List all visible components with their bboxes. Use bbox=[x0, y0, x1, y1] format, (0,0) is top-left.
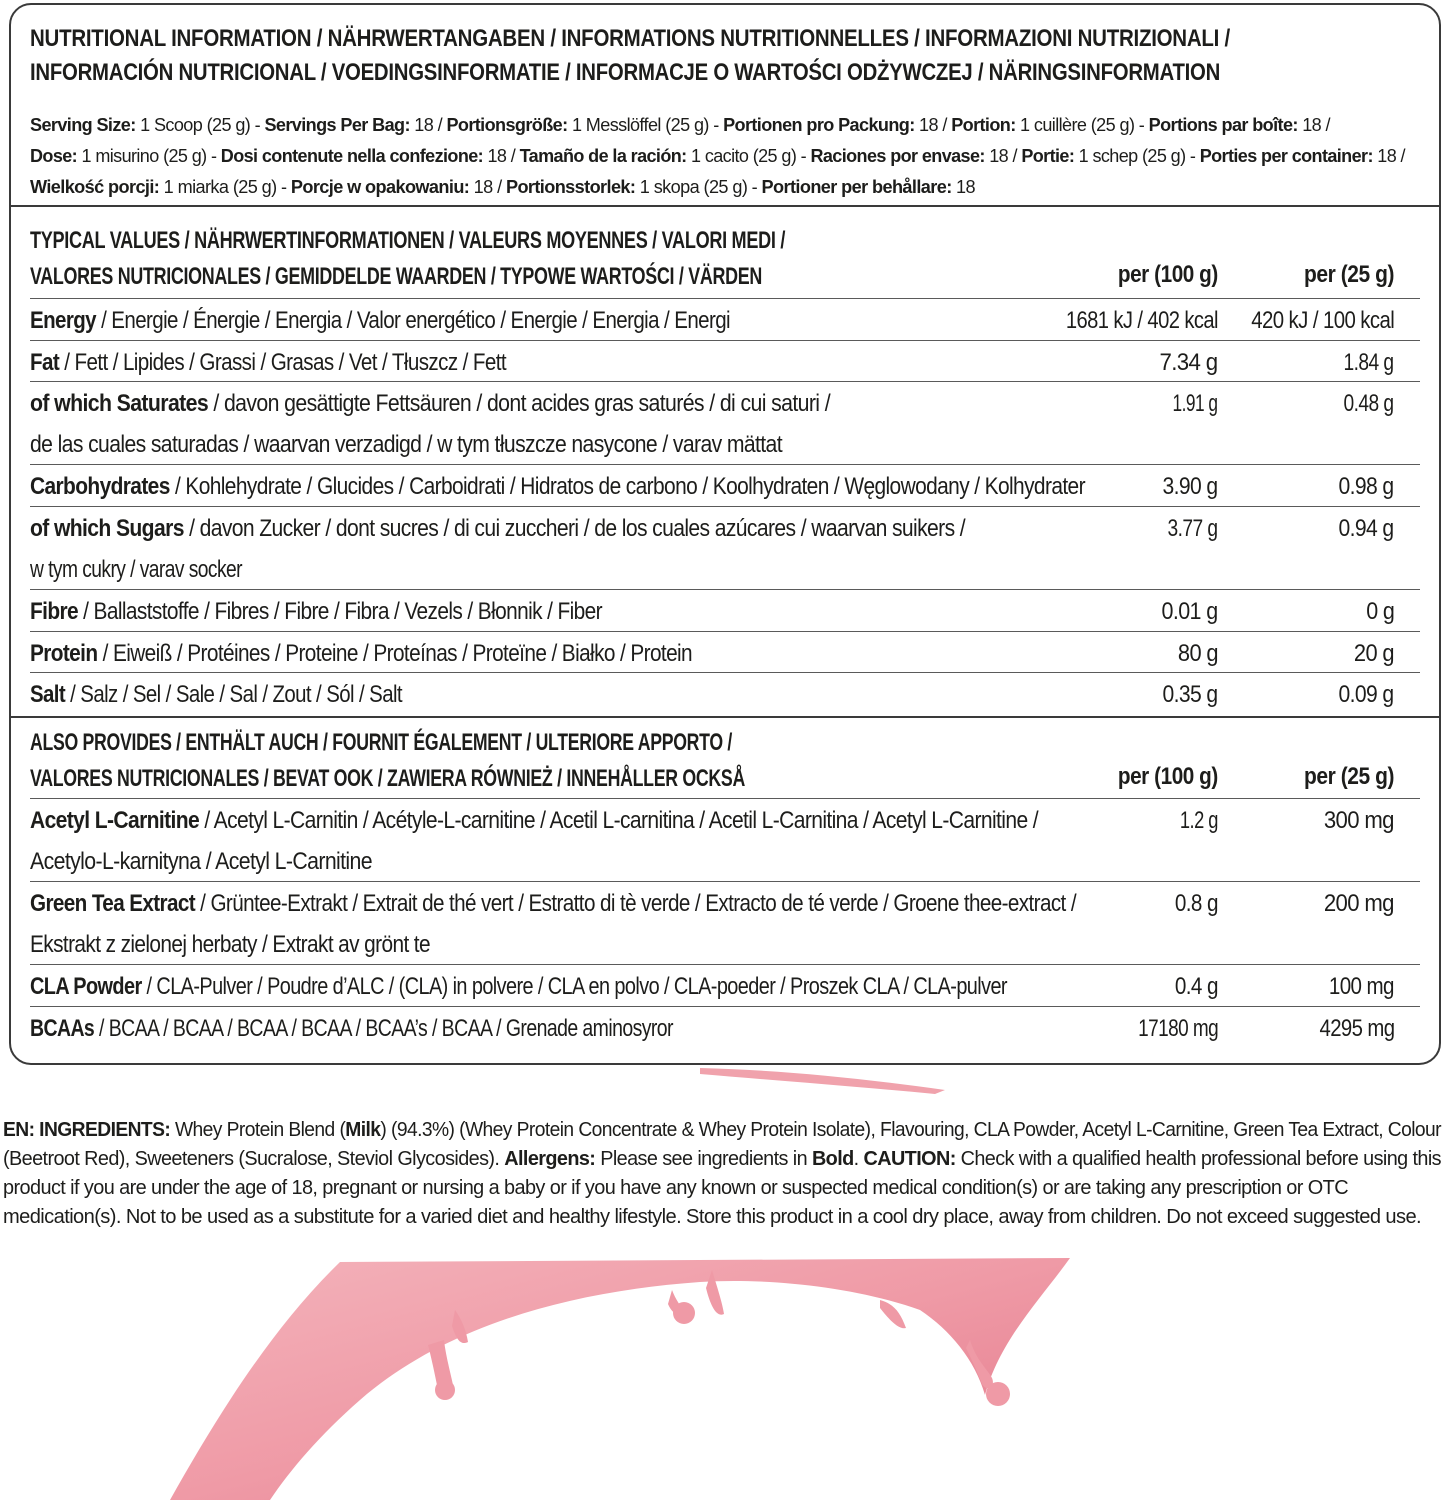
nutrient-name: of which Saturates bbox=[30, 390, 209, 418]
nutrient-translations-cont: w tym cukry / varav socker bbox=[30, 556, 243, 583]
nutrient-translations: / davon Zucker / dont sucres / di cui zuccheri / de los cuales azúcares / waarvan suikers / bbox=[183, 515, 966, 542]
typical-values-header bbox=[30, 223, 1420, 295]
row-divider bbox=[30, 464, 1420, 465]
ingredients-bold: Allergens: bbox=[504, 1148, 596, 1170]
serving-value: 1 Messlöffel (25 g) - bbox=[567, 115, 724, 135]
nutrient-name: CLA Powder bbox=[30, 973, 142, 1001]
nutrient-name: of which Sugars bbox=[30, 515, 184, 542]
value-per-100g: 7.34 g bbox=[1160, 348, 1218, 376]
ingredients-line-2 bbox=[3, 1145, 1441, 1174]
nutrient-row bbox=[30, 633, 1420, 674]
col-header-per-100g: per (100 g) bbox=[1117, 763, 1218, 790]
nutrient-name: Carbohydrates bbox=[30, 473, 170, 501]
value-per-100g: 1.91 g bbox=[1173, 390, 1218, 418]
ingredients-bold: EN: INGREDIENTS: bbox=[3, 1119, 171, 1141]
ingredients-bold: CAUTION: bbox=[863, 1148, 956, 1170]
serving-label: Dosi contenute nella confezione: bbox=[220, 146, 484, 166]
row-divider bbox=[30, 298, 1420, 299]
serving-label: Portionsgröße: bbox=[446, 115, 568, 135]
serving-value: 1 cuillère (25 g) - bbox=[1015, 115, 1149, 135]
serving-label: Porties per container: bbox=[1199, 146, 1373, 166]
also-header-line-1: ALSO PROVIDES / ENTHÄLT AUCH / FOURNIT ÉGALEMENT / ULTERIORE APPORTO / bbox=[30, 729, 733, 756]
serving-value: 18 / bbox=[914, 115, 952, 135]
nutrient-translations: / Grüntee-Extrakt / Extrait de thé vert / Estratto di tè verde / Extracto de té verde / Groene thee-extract / bbox=[195, 890, 1076, 918]
ingredients-line-1 bbox=[3, 1116, 1441, 1145]
value-per-25g: 0.48 g bbox=[1344, 390, 1394, 418]
serving-value: 1 Scoop (25 g) - bbox=[135, 115, 265, 135]
nutrient-name: Protein bbox=[30, 639, 98, 667]
nutrient-row bbox=[30, 966, 1420, 1007]
row-divider bbox=[30, 964, 1420, 965]
value-per-100g: 3.77 g bbox=[1168, 515, 1218, 542]
ingredients-bold: Bold bbox=[811, 1148, 854, 1170]
ingredients-text bbox=[3, 1116, 1443, 1232]
serving-value: 1 misurino (25 g) - bbox=[77, 146, 221, 166]
serving-label: Servings Per Bag: bbox=[264, 115, 410, 135]
title-line-1: NUTRITIONAL INFORMATION / NÄHRWERTANGABEN / INFORMATIONS NUTRITIONNELLES / INFORMAZIONI NUTRIZIONALI / bbox=[30, 25, 1230, 52]
row-divider bbox=[30, 881, 1420, 882]
nutrient-translations: / Energie / Énergie / Energia / Valor energético / Energie / Energia / Energi bbox=[95, 307, 730, 334]
col-header-per-25g: per (25 g) bbox=[1304, 763, 1394, 790]
row-divider bbox=[30, 798, 1420, 799]
divider bbox=[11, 716, 1439, 718]
ingredients-line-3 bbox=[3, 1174, 1348, 1203]
serving-label: Wielkość porcji: bbox=[30, 177, 160, 197]
row-divider bbox=[30, 1006, 1420, 1007]
serving-label: Portion: bbox=[951, 115, 1016, 135]
value-per-25g: 0.94 g bbox=[1338, 515, 1394, 542]
serving-label: Portionsstorlek: bbox=[505, 177, 636, 197]
ingredients-text-segment: Please see ingredients in bbox=[595, 1148, 812, 1170]
value-per-100g: 0.4 g bbox=[1174, 973, 1218, 1001]
serving-line-2 bbox=[30, 141, 1405, 172]
nutrient-row bbox=[30, 300, 1420, 341]
nutrient-name: Fibre bbox=[30, 598, 78, 626]
nutrient-row bbox=[30, 591, 1420, 632]
row-divider bbox=[30, 631, 1420, 632]
serving-label: Tamaño de la ración: bbox=[519, 146, 687, 166]
row-divider bbox=[30, 589, 1420, 590]
value-per-25g: 0.98 g bbox=[1338, 473, 1394, 501]
nutrient-name: Salt bbox=[30, 681, 66, 709]
ingredients-text-segment: (Beetroot Red), Sweeteners (Sucralose, Steviol Glycosides). bbox=[3, 1148, 505, 1170]
serving-value: 18 / bbox=[1372, 146, 1405, 166]
nutrient-row bbox=[30, 1008, 1420, 1049]
col-header-per-25g: per (25 g) bbox=[1304, 261, 1394, 288]
nutrient-row bbox=[30, 508, 1420, 590]
nutrient-name: Acetyl L-Carnitine bbox=[30, 807, 200, 834]
ingredients-text-segment: medication(s). Not to be used as a substitute for a varied diet and healthy lifestyle. Store this product in a cool dry place, away from children. Do not exceed suggested use. bbox=[3, 1206, 1422, 1228]
value-per-100g: 0.35 g bbox=[1162, 681, 1218, 709]
also-provides-header bbox=[30, 725, 1420, 797]
nutrient-name: BCAAs bbox=[30, 1015, 95, 1042]
value-per-100g: 3.90 g bbox=[1162, 473, 1218, 501]
nutrient-translations-cont: Ekstrakt z zielonej herbaty / Extrakt av grönt te bbox=[30, 931, 430, 959]
value-per-25g: 1.84 g bbox=[1344, 348, 1394, 376]
nutrient-row bbox=[30, 800, 1420, 882]
nutrient-name: Fat bbox=[30, 348, 60, 376]
row-divider bbox=[30, 340, 1420, 341]
nutrient-translations-cont: de las cuales saturadas / waarvan verzadigd / w tym tłuszcze nasycone / varav mättat bbox=[30, 431, 782, 459]
serving-label: Raciones por envase: bbox=[810, 146, 985, 166]
ingredients-text-segment: . bbox=[853, 1148, 864, 1170]
serving-label: Portioner per behållare: bbox=[761, 177, 952, 197]
nutrient-name: Energy bbox=[30, 307, 96, 334]
serving-value: 18 / bbox=[1297, 115, 1330, 135]
ingredients-line-4 bbox=[3, 1203, 1421, 1232]
ingredients-bold: Milk bbox=[345, 1119, 381, 1141]
row-divider bbox=[30, 672, 1420, 673]
value-per-25g: 0 g bbox=[1365, 598, 1394, 626]
serving-value: 18 / bbox=[469, 177, 506, 197]
nutrient-translations: / davon gesättigte Fettsäuren / dont acides gras saturés / di cui saturi / bbox=[208, 390, 831, 418]
serving-value: 1 schep (25 g) - bbox=[1074, 146, 1200, 166]
ingredients-text-segment: Check with a qualified health professional before using this bbox=[955, 1148, 1442, 1170]
nutrient-row bbox=[30, 383, 1420, 465]
nutrient-translations: / Eiweiß / Protéines / Proteine / Proteínas / Proteïne / Białko / Protein bbox=[97, 639, 693, 667]
row-divider bbox=[30, 506, 1420, 507]
value-per-100g: 0.01 g bbox=[1161, 598, 1218, 626]
nutrient-translations: / Ballaststoffe / Fibres / Fibre / Fibra / Vezels / Błonnik / Fiber bbox=[77, 598, 602, 626]
serving-label: Portions par boîte: bbox=[1148, 115, 1298, 135]
value-per-25g: 300 mg bbox=[1323, 807, 1394, 834]
typical-header-line-1: TYPICAL VALUES / NÄHRWERTINFORMATIONEN / VALEURS MOYENNES / VALORI MEDI / bbox=[30, 227, 786, 254]
serving-info bbox=[30, 110, 1425, 203]
serving-value: 18 / bbox=[409, 115, 447, 135]
nutrient-row bbox=[30, 883, 1420, 965]
row-divider bbox=[30, 381, 1420, 382]
value-per-100g: 17180 mg bbox=[1137, 1015, 1218, 1042]
serving-value: 1 cacito (25 g) - bbox=[686, 146, 811, 166]
serving-value: 18 bbox=[951, 177, 976, 197]
value-per-25g: 20 g bbox=[1354, 639, 1394, 667]
serving-label: Portie: bbox=[1021, 146, 1075, 166]
serving-value: 1 skopa (25 g) - bbox=[635, 177, 762, 197]
value-per-25g: 420 kJ / 100 kcal bbox=[1250, 307, 1394, 334]
serving-value: 1 miarka (25 g) - bbox=[159, 177, 291, 197]
nutrient-translations-cont: Acetylo-L-karnityna / Acetyl L-Carnitine bbox=[30, 848, 372, 875]
also-header-line-2: VALORES NUTRICIONALES / BEVAT OOK / ZAWIERA RÓWNIEŻ / INNEHÅLLER OCKSÅ bbox=[30, 765, 745, 792]
nutrient-translations: / Fett / Lipides / Grassi / Grasas / Vet / Tłuszcz / Fett bbox=[59, 348, 506, 376]
serving-label: Portionen pro Packung: bbox=[723, 115, 915, 135]
nutrient-translations: / Kohlehydrate / Glucides / Carboidrati / Hidratos de carbono / Koolhydraten / Węglowodany / Kolhydrater bbox=[169, 473, 1085, 501]
value-per-25g: 4295 mg bbox=[1318, 1015, 1394, 1042]
serving-line-1 bbox=[30, 110, 1330, 141]
col-header-per-100g: per (100 g) bbox=[1117, 261, 1218, 288]
ingredients-text-segment: Whey Protein Blend ( bbox=[170, 1119, 346, 1141]
nutrient-translations: / Salz / Sel / Sale / Sal / Zout / Sól / Salt bbox=[65, 681, 402, 709]
nutrient-row bbox=[30, 674, 1420, 715]
value-per-25g: 0.09 g bbox=[1338, 681, 1394, 709]
nutrient-translations: / Acetyl L-Carnitin / Acétyle-L-carnitine / Acetil L-carnitina / Acetil L-Carnitina / Acetyl L-Carnitine / bbox=[199, 807, 1039, 834]
serving-label: Dose: bbox=[30, 146, 78, 166]
serving-label: Serving Size: bbox=[30, 115, 136, 135]
serving-label: Porcje w opakowaniu: bbox=[290, 177, 470, 197]
value-per-100g: 80 g bbox=[1178, 639, 1218, 667]
ingredients-text-segment: ) (94.3%) (Whey Protein Concentrate & Whey Protein Isolate), Flavouring, CLA Powder, Acetyl L-Carnitine, Green Tea Extract, Colour bbox=[380, 1119, 1442, 1141]
value-per-100g: 0.8 g bbox=[1174, 890, 1218, 918]
value-per-25g: 200 mg bbox=[1323, 890, 1394, 918]
nutrient-translations: / CLA-Pulver / Poudre d’ALC / (CLA) in polvere / CLA en polvo / CLA-poeder / Proszek CLA / CLA-pulver bbox=[141, 973, 1007, 1001]
value-per-25g: 100 mg bbox=[1329, 973, 1394, 1001]
nutrient-row bbox=[30, 466, 1420, 507]
value-per-100g: 1.2 g bbox=[1179, 807, 1218, 834]
value-per-100g: 1681 kJ / 402 kcal bbox=[1066, 307, 1218, 334]
divider bbox=[11, 205, 1439, 207]
nutrient-translations: / BCAA / BCAA / BCAA / BCAA / BCAA’s / BCAA / Grenade aminosyror bbox=[94, 1015, 673, 1042]
title-line-2: INFORMACIÓN NUTRICIONAL / VOEDINGSINFORMATIE / INFORMACJE O WARTOŚCI ODŻYWCZEJ / NÄRINGSINFORMATION bbox=[30, 59, 1221, 86]
ingredients-text-segment: product if you are under the age of 18, pregnant or nursing a baby or if you have any known or suspected medical condition(s) or are taking any prescription or OTC bbox=[3, 1177, 1348, 1199]
serving-value: 18 / bbox=[984, 146, 1022, 166]
serving-line-3 bbox=[30, 172, 975, 203]
nutrient-row bbox=[30, 342, 1420, 383]
nutrient-name: Green Tea Extract bbox=[30, 890, 196, 918]
nutrition-title bbox=[30, 22, 1420, 90]
serving-value: 18 / bbox=[483, 146, 520, 166]
typical-header-line-2: VALORES NUTRICIONALES / GEMIDDELDE WAARDEN / TYPOWE WARTOŚCI / VÄRDEN bbox=[30, 263, 762, 290]
